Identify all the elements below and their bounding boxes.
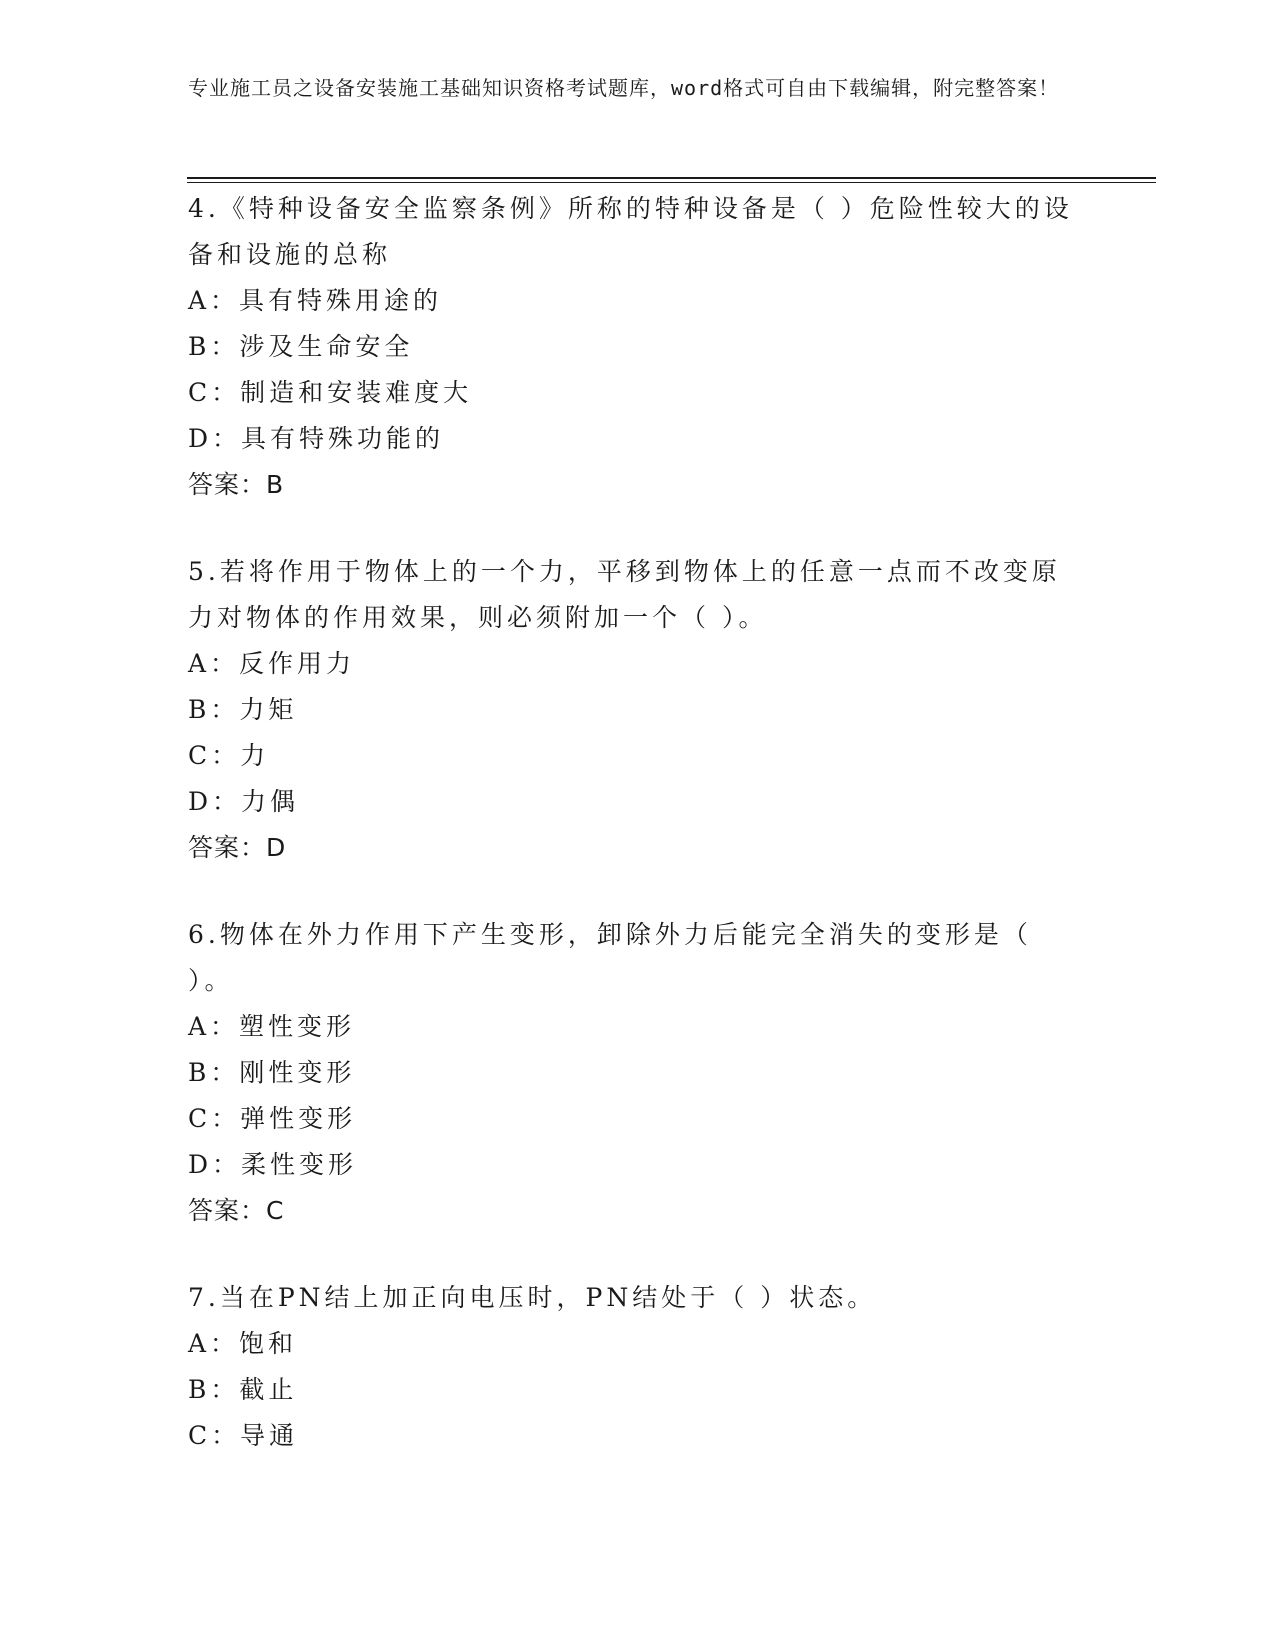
question-stem: 6.物体在外力作用下产生变形，卸除外力后能完全消失的变形是（ ）。 xyxy=(188,920,1032,995)
option-b: B：涉及生命安全 xyxy=(188,332,414,361)
option-a: A：反作用力 xyxy=(188,649,356,678)
question-stem: 4.《特种设备安全监察条例》所称的特种设备是（ ）危险性较大的设备和设施的总称 xyxy=(188,194,1073,269)
question-5 xyxy=(188,549,1088,871)
question-stem: 5.若将作用于物体上的一个力，平移到物体上的任意一点而不改变原力对物体的作用效果，则必须附加一个（ ）。 xyxy=(188,557,1061,632)
header-divider-thin xyxy=(187,182,1156,183)
question-stem: 7.当在PN结上加正向电压时，PN结处于（ ）状态。 xyxy=(188,1283,877,1312)
question-6 xyxy=(188,912,1088,1234)
question-7 xyxy=(188,1275,1088,1459)
answer-text: 答案：D xyxy=(188,833,287,862)
answer-text: 答案：C xyxy=(188,1196,285,1225)
option-b: B：截止 xyxy=(188,1375,298,1404)
option-a: A：具有特殊用途的 xyxy=(188,286,443,315)
option-b: B：刚性变形 xyxy=(188,1058,356,1087)
option-c: C：制造和安装难度大 xyxy=(188,378,473,407)
option-c: C：导通 xyxy=(188,1421,299,1450)
option-a: A：塑性变形 xyxy=(188,1012,356,1041)
option-b: B：力矩 xyxy=(188,695,298,724)
option-d: D：具有特殊功能的 xyxy=(188,424,445,453)
option-c: C：弹性变形 xyxy=(188,1104,357,1133)
option-d: D：力偶 xyxy=(188,787,300,816)
option-d: D：柔性变形 xyxy=(188,1150,358,1179)
option-c: C：力 xyxy=(188,741,270,770)
document-header: 专业施工员之设备安装施工基础知识资格考试题库，word格式可自由下载编辑，附完整答案！ xyxy=(188,76,1060,100)
option-a: A：饱和 xyxy=(188,1329,298,1358)
answer-text: 答案：B xyxy=(188,470,285,499)
question-4 xyxy=(188,186,1088,508)
header-divider-thick xyxy=(187,177,1156,179)
